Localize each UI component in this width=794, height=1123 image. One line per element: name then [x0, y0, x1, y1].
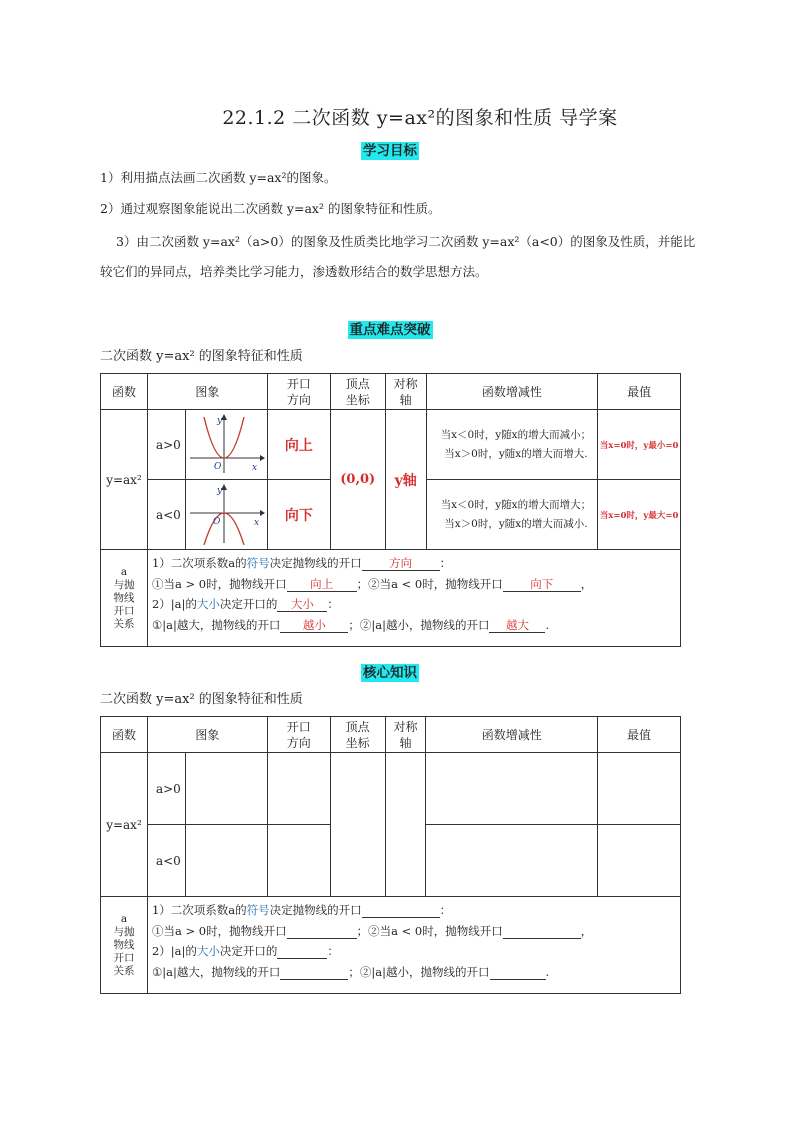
- header-vertex-1: 顶点: [345, 376, 370, 391]
- blank-fangxiang: 方向: [362, 557, 440, 571]
- rel2-label-2: 物线: [113, 938, 135, 951]
- vertex-value: (0,0): [330, 410, 385, 550]
- header-axis-2: [385, 717, 426, 753]
- axis-value: y轴: [385, 410, 426, 550]
- extreme-min: 当x=0时，y最小=0: [598, 410, 681, 480]
- relation-label-2: [101, 897, 148, 994]
- h2-vertex-2: 坐标: [345, 735, 370, 750]
- section2-heading: 核心知识: [363, 665, 417, 681]
- graph-down-cell: [185, 480, 267, 550]
- rel2-3a: 2）|a|的: [151, 944, 197, 958]
- header-opening-2: 方向: [286, 392, 311, 407]
- rel2-4b: ；②|a|越小，抛物线的开口: [348, 964, 490, 979]
- graph-up-cell: [185, 410, 267, 480]
- blank2-yueda[interactable]: [490, 966, 546, 980]
- rel2-2b: ；②当a < 0时，抛物线开口: [356, 923, 503, 938]
- inc-neg-1: 当x＜0时，y随x的增大而增大；: [440, 498, 592, 511]
- header-vertex-2: 坐标: [345, 392, 370, 407]
- header-monotonic-2: 函数增减性: [426, 717, 598, 753]
- blank2-daxiao[interactable]: [277, 945, 327, 959]
- properties-table-filled: [100, 373, 681, 647]
- objectives-heading: 学习目标: [363, 143, 417, 159]
- x-arrow: [260, 455, 265, 461]
- a-neg-label: a<0: [147, 480, 185, 550]
- header-vertex: [330, 374, 385, 410]
- section1-heading: 重点难点突破: [349, 322, 431, 338]
- blank2-yuexiao[interactable]: [280, 966, 348, 980]
- rel2-label-0: a: [120, 912, 128, 925]
- blank-up: 向上: [287, 578, 357, 592]
- monotonic-pos-blank[interactable]: [426, 753, 598, 825]
- objective-1: 1）利用描点法画二次函数 y=ax²的图象。: [100, 170, 337, 185]
- extreme-max: 当x=0时，y最大=0: [598, 480, 681, 550]
- inc-pos-2: 当x＞0时，y随x的增大而增大.: [444, 447, 588, 460]
- opening-down: 向下: [267, 480, 330, 550]
- rel-2a: ①当a > 0时，抛物线开口: [151, 576, 287, 591]
- label-o: O: [214, 462, 222, 472]
- rel2-label-1: 与抛: [113, 925, 135, 938]
- blank-daxiao: 大小: [277, 598, 327, 612]
- extreme-neg-blank[interactable]: [598, 825, 681, 897]
- opening-down-blank[interactable]: [267, 825, 330, 897]
- header-monotonic: 函数增减性: [426, 374, 598, 410]
- rel2-label-3: 开口: [113, 951, 135, 964]
- rel2-1-word: 符号: [246, 903, 270, 917]
- objective-3-cont: 较它们的异同点，培养类比学习能力，渗透数形结合的数学思想方法。: [100, 264, 488, 279]
- label-y: y: [217, 416, 223, 426]
- header-extreme: 最值: [598, 374, 681, 410]
- inc-pos-1: 当x＜0时，y随x的增大而减小；: [440, 428, 592, 441]
- rel-1-end: 决定抛物线的开口: [269, 556, 362, 570]
- page-title: 22.1.2 二次函数 y=ax²的图象和性质 导学案: [222, 107, 618, 129]
- rel-label-3: 开口: [113, 604, 135, 617]
- rel2-label-4: 关系: [113, 964, 135, 977]
- header-axis-2: 轴: [399, 392, 412, 407]
- extreme-pos-blank[interactable]: [598, 753, 681, 825]
- rel-3a: 2）|a|的: [151, 597, 197, 611]
- header-func: 函数: [101, 374, 148, 410]
- h2-vertex-1: 顶点: [345, 719, 370, 734]
- monotonic-neg: [426, 480, 598, 550]
- h2-opening-1: 开口: [286, 719, 311, 734]
- blank-down: 向下: [503, 578, 581, 592]
- rel2-3-word: 大小: [196, 944, 220, 958]
- header-axis: [385, 374, 426, 410]
- label-y: y: [217, 486, 223, 496]
- properties-table-blank: [100, 716, 681, 994]
- vertex-blank[interactable]: [330, 753, 385, 897]
- rel-label-4: 关系: [113, 617, 135, 630]
- rel2-4a: ①|a|越大，抛物线的开口: [151, 964, 281, 979]
- label-x: x: [252, 463, 258, 473]
- func-cell: y=ax²: [101, 410, 148, 550]
- monotonic-neg-blank[interactable]: [426, 825, 598, 897]
- monotonic-pos: [426, 410, 598, 480]
- rel-4b: ；②|a|越小，抛物线的开口: [348, 617, 490, 632]
- header-axis-1: 对称: [393, 376, 418, 391]
- rel2-3b: 决定开口的: [219, 944, 278, 958]
- func-cell-2: y=ax²: [101, 753, 148, 897]
- parabola-up-graph: [186, 411, 266, 475]
- rel-1-word: 符号: [246, 556, 270, 570]
- header-func-2: 函数: [101, 717, 148, 753]
- objective-3: 3）由二次函数 y=ax²（a>0）的图象及性质类比地学习二次函数 y=ax²（a<0）的图象及性质，并能比: [116, 234, 696, 249]
- blank-yueda: 越大: [489, 619, 545, 633]
- relation-content-blank: 1）二次项系数a的符号决定抛物线的开口 ： ①当a > 0时，抛物线开口 ；②当a < 0时，抛物线开口 ， 2）|a|的大小决定开口的 ： ①|a|越大，抛物线的开口 ；②|a|越小，抛物线的开口 .: [147, 897, 680, 994]
- h2-axis-2: 轴: [399, 735, 412, 750]
- a-pos-label-2: a>0: [147, 753, 185, 825]
- header-opening-1: 开口: [286, 376, 311, 391]
- rel-label-1: 与抛: [113, 578, 135, 591]
- rel-4a: ①|a|越大，抛物线的开口: [151, 617, 281, 632]
- label-o: O: [213, 517, 221, 527]
- blank2-fangxiang[interactable]: [362, 904, 440, 918]
- rel-2b: ；②当a < 0时，抛物线开口: [356, 576, 503, 591]
- label-x: x: [254, 518, 260, 528]
- rel-label-2: 物线: [113, 591, 135, 604]
- rel-3b: 决定开口的: [219, 597, 278, 611]
- a-pos-label: a>0: [147, 410, 185, 480]
- graph-up-blank[interactable]: [185, 753, 267, 825]
- header-graph-2: 图象: [147, 717, 267, 753]
- graph-down-blank[interactable]: [185, 825, 267, 897]
- header-opening-2: [267, 717, 330, 753]
- opening-up: 向上: [267, 410, 330, 480]
- section2-subtitle: 二次函数 y=ax² 的图象特征和性质: [100, 692, 303, 707]
- opening-up-blank[interactable]: [267, 753, 330, 825]
- rel-3-word: 大小: [196, 597, 220, 611]
- blank2-up[interactable]: [287, 925, 357, 939]
- rel2-1: 1）二次项系数a的: [151, 903, 247, 917]
- axis-blank[interactable]: [385, 753, 426, 897]
- header-graph: 图象: [147, 374, 267, 410]
- header-extreme-2: 最值: [598, 717, 681, 753]
- rel-1: 1）二次项系数a的: [151, 556, 247, 570]
- relation-content-filled: 1）二次项系数a的符号决定抛物线的开口 方向 ： ①当a > 0时，抛物线开口 向上 ；②当a < 0时，抛物线开口 向下 ， 2）|a|的大小决定开口的 大小 ： ①|a|越大，抛物线的开口 越小 ；②|a|越小，抛物线的开口 越大 .: [147, 550, 680, 647]
- h2-axis-1: 对称: [393, 719, 418, 734]
- a-neg-label-2: a<0: [147, 825, 185, 897]
- rel-label-0: a: [120, 565, 128, 578]
- objective-2: 2）通过观察图象能说出二次函数 y=ax² 的图象特征和性质。: [100, 201, 441, 216]
- h2-opening-2: 方向: [286, 735, 311, 750]
- header-opening: [267, 374, 330, 410]
- inc-neg-2: 当x＞0时，y随x的增大而减小.: [444, 517, 588, 530]
- blank2-down[interactable]: [503, 925, 581, 939]
- header-vertex-2: [330, 717, 385, 753]
- parabola-down-graph: [186, 481, 266, 545]
- blank-yuexiao: 越小: [280, 619, 348, 633]
- rel2-2a: ①当a > 0时，抛物线开口: [151, 923, 287, 938]
- rel2-1-end: 决定抛物线的开口: [269, 903, 362, 917]
- section1-subtitle: 二次函数 y=ax² 的图象特征和性质: [100, 349, 303, 364]
- relation-label: [101, 550, 148, 647]
- x-arrow: [260, 510, 265, 516]
